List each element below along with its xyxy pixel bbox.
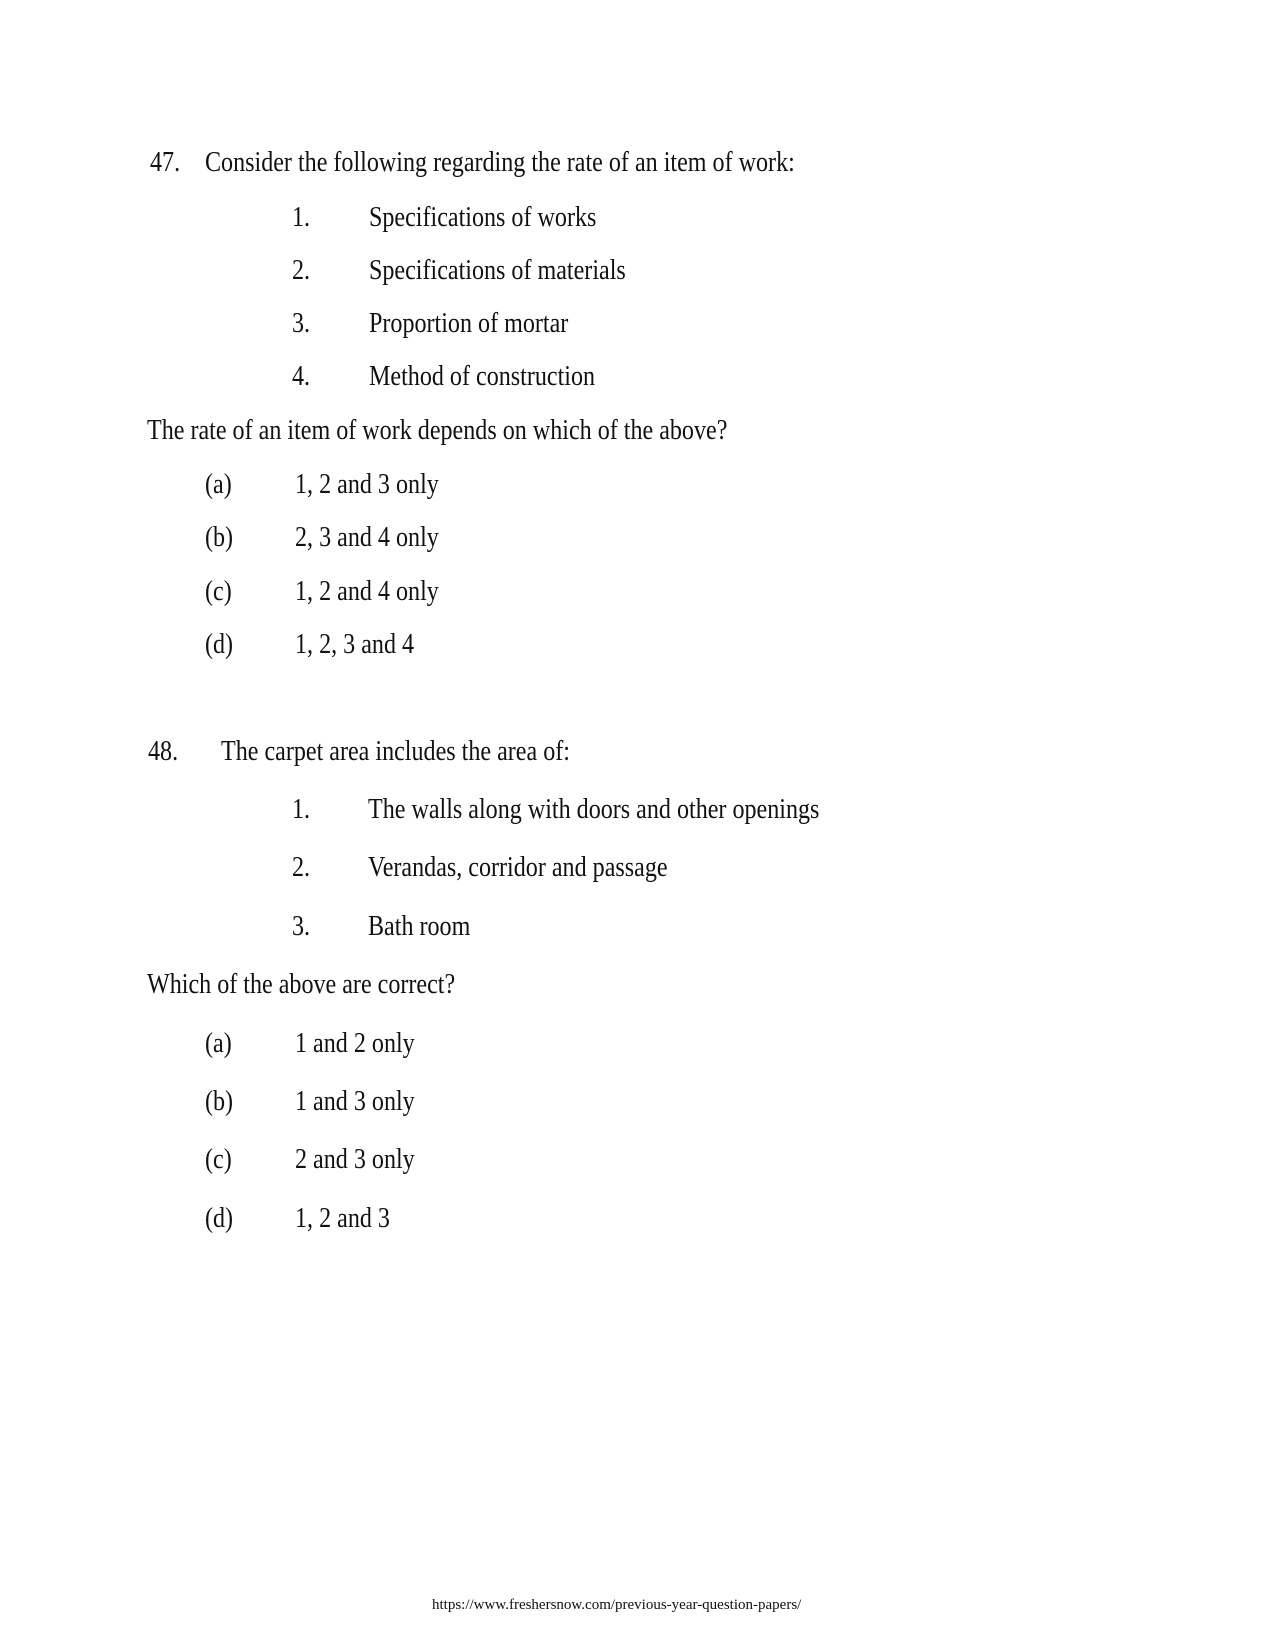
statement-text: Specifications of works [369, 202, 597, 233]
statement-number: 1. [292, 202, 311, 233]
option-label: (a) [205, 1028, 232, 1059]
option-label: (a) [205, 469, 232, 500]
option-label: (d) [205, 1203, 234, 1234]
footer-url-link[interactable]: https://www.freshersnow.com/previous-year-question-papers/ [432, 1597, 802, 1613]
statement-number: 2. [292, 852, 311, 883]
statement-number: 3. [292, 308, 311, 339]
statement-number: 3. [292, 911, 311, 942]
option-label: (d) [205, 629, 234, 660]
option-label: (c) [205, 1144, 232, 1175]
option-text: 2, 3 and 4 only [295, 522, 439, 553]
statement-text: Specifications of materials [369, 255, 626, 286]
statement-text: Bath room [368, 911, 471, 942]
question-stem: The carpet area includes the area of: [221, 736, 570, 767]
option-text: 1, 2 and 3 only [295, 469, 439, 500]
statement-text: Verandas, corridor and passage [368, 852, 668, 883]
question-number: 48. [148, 736, 179, 767]
option-text: 1, 2 and 3 [295, 1203, 390, 1234]
statement-number: 2. [292, 255, 311, 286]
option-text: 1 and 2 only [295, 1028, 415, 1059]
statement-text: The walls along with doors and other openings [368, 794, 820, 825]
option-label: (b) [205, 522, 234, 553]
option-text: 2 and 3 only [295, 1144, 415, 1175]
option-text: 1, 2 and 4 only [295, 576, 439, 607]
question-stem: Consider the following regarding the rate of an item of work: [205, 147, 795, 178]
statement-text: Method of construction [369, 361, 596, 392]
option-text: 1 and 3 only [295, 1086, 415, 1117]
question-number: 47. [150, 147, 181, 178]
option-label: (b) [205, 1086, 234, 1117]
question-prompt: The rate of an item of work depends on which of the above? [147, 415, 728, 446]
option-text: 1, 2, 3 and 4 [295, 629, 415, 660]
option-label: (c) [205, 576, 232, 607]
statement-number: 4. [292, 361, 311, 392]
question-prompt: Which of the above are correct? [147, 969, 456, 1000]
statement-text: Proportion of mortar [369, 308, 569, 339]
statement-number: 1. [292, 794, 311, 825]
